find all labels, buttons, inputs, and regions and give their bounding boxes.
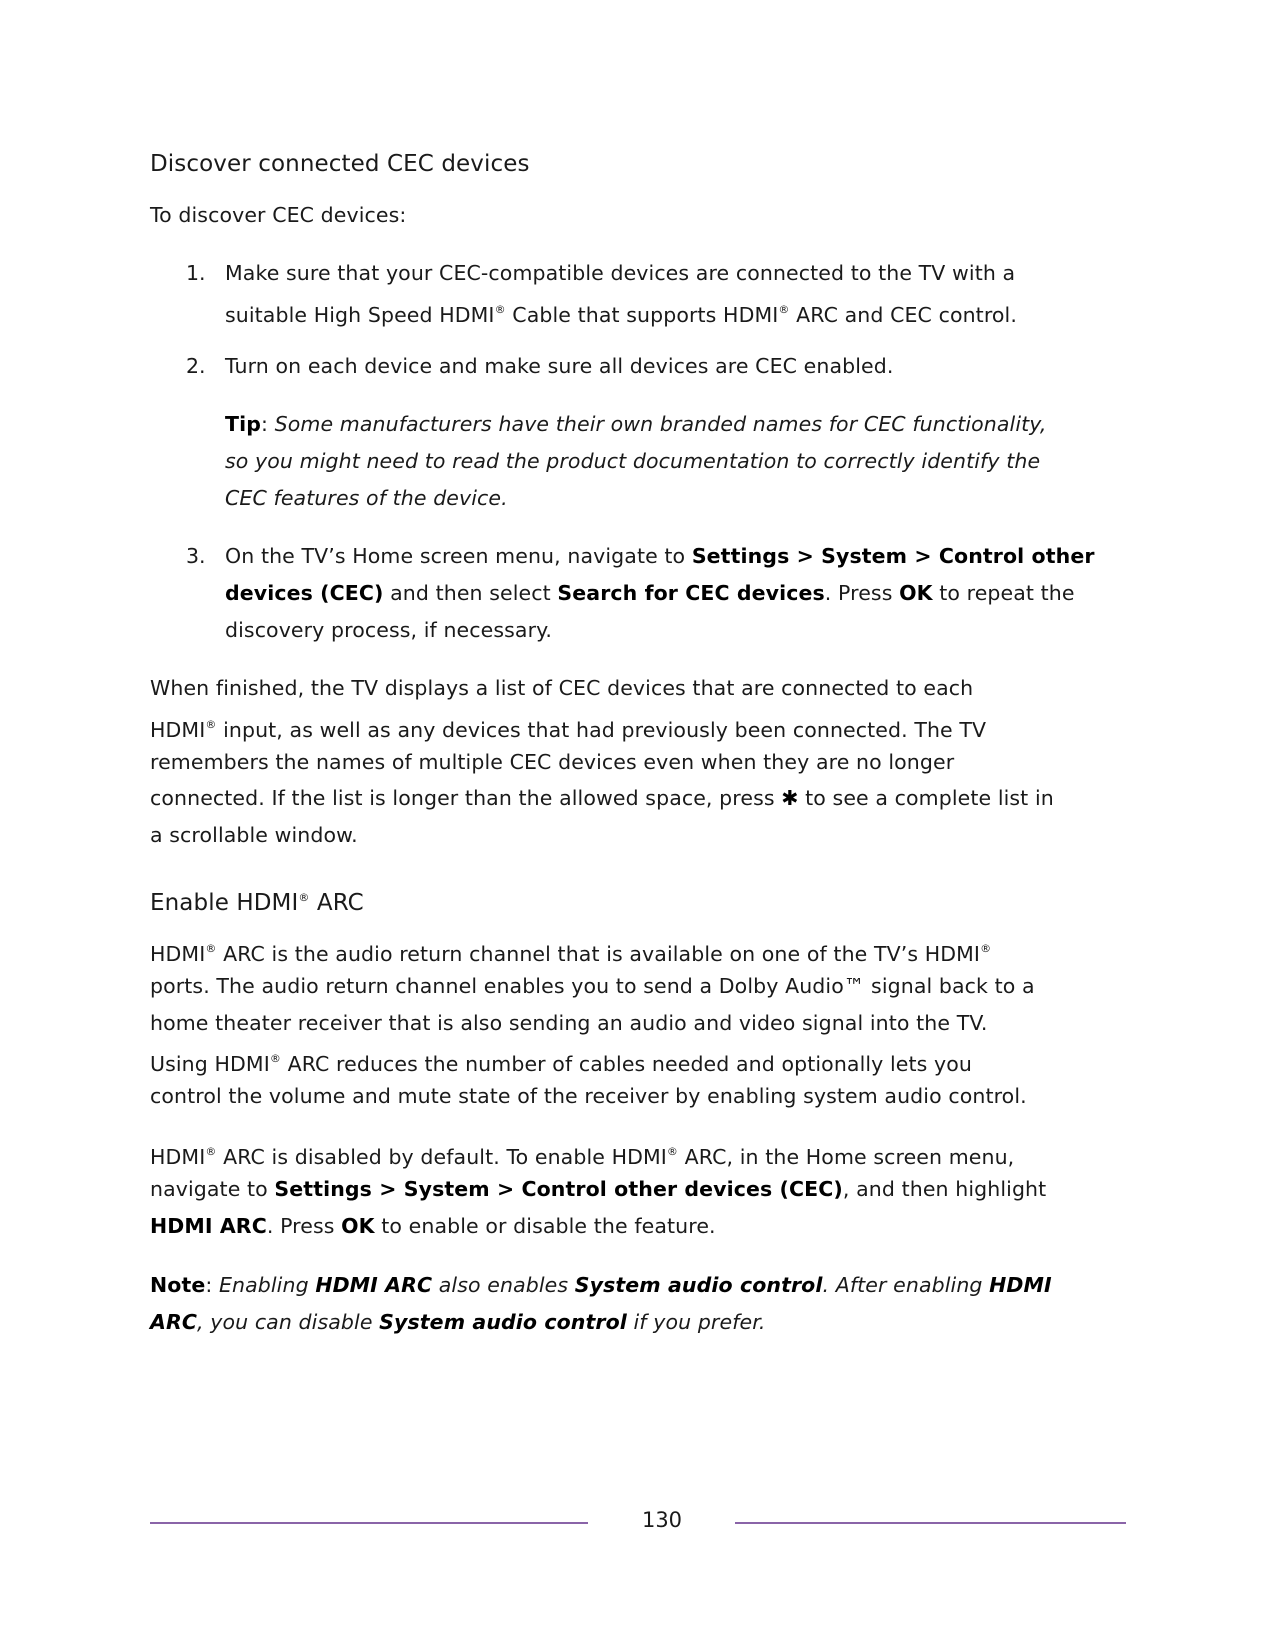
text-line <box>150 817 1054 854</box>
text-line <box>150 1078 1035 1115</box>
text-run: a scrollable window. <box>150 823 358 848</box>
list-number: 3. <box>186 544 206 568</box>
section-heading <box>150 146 530 183</box>
text-run: to repeat the <box>932 580 1075 605</box>
registered-mark: ® <box>494 302 506 316</box>
text-line <box>150 1267 1052 1304</box>
footer-rule-right <box>735 1522 1126 1524</box>
paragraph <box>150 1134 1046 1244</box>
text-line <box>150 1171 1046 1208</box>
text-run: Enabling <box>218 1273 316 1297</box>
text-line <box>225 612 1095 649</box>
text-line <box>150 197 406 234</box>
text-run: ARC reduces the number of cables needed and optionally lets you <box>280 1052 973 1077</box>
text-line <box>225 292 1017 329</box>
text-run: HDMI <box>150 717 206 742</box>
text-run: Some manufacturers have their own branded names for CEC functionality, <box>274 412 1047 436</box>
text-run: ARC is the audio return channel that is available on one of the TV’s HDMI <box>216 942 981 966</box>
text-run: ARC is disabled by default. To enable HDMI <box>216 1145 667 1169</box>
registered-mark: ® <box>269 1052 281 1066</box>
registered-mark: ® <box>205 942 217 955</box>
text-run: suitable High Speed HDMI <box>225 302 495 327</box>
text-run: Turn on each device and make sure all devices are CEC enabled. <box>225 354 894 378</box>
text-run: . Press <box>266 1213 342 1238</box>
paragraph <box>225 406 1047 516</box>
text-run: remembers the names of multiple CEC devices even when they are no longer <box>150 749 955 774</box>
text-line <box>150 1208 1046 1245</box>
text-run: Search for CEC devices <box>557 580 825 605</box>
text-line <box>150 780 1054 817</box>
text-run: : <box>261 412 275 436</box>
text-line <box>225 406 1047 443</box>
text-run: To discover CEC devices: <box>150 203 407 227</box>
text-run: System audio control <box>379 1309 627 1334</box>
footer-rule-left <box>150 1522 588 1524</box>
text-run: : <box>205 1273 219 1297</box>
text-line <box>150 1134 1046 1171</box>
text-run: navigate to <box>150 1176 275 1201</box>
text-line <box>225 575 1095 612</box>
text-run: CEC features of the device. <box>225 485 508 510</box>
text-run: Discover connected CEC devices <box>150 151 530 177</box>
paragraph <box>150 931 1035 1115</box>
text-run: HDMI <box>150 1145 206 1169</box>
text-run: Make sure that your CEC-compatible devices are connected to the TV with a <box>225 261 1016 285</box>
registered-mark: ® <box>205 1145 217 1158</box>
paragraph <box>150 670 1054 854</box>
text-line <box>150 931 1035 968</box>
registered-mark: ® <box>980 942 992 955</box>
text-run: OK <box>899 580 933 605</box>
text-run: HDMI <box>150 942 206 966</box>
text-run: to enable or disable the feature. <box>374 1213 716 1238</box>
text-run: devices (CEC) <box>225 580 384 605</box>
text-run: to see a complete list in <box>798 786 1054 811</box>
list-item <box>225 538 1095 648</box>
list-number: 2. <box>186 354 206 378</box>
text-run: . After enabling <box>822 1273 990 1297</box>
text-line <box>150 1041 1035 1078</box>
text-run: input, as well as any devices that had previously been connected. The TV <box>216 717 987 742</box>
text-line <box>225 538 1095 575</box>
text-run: System audio control <box>574 1273 823 1297</box>
text-run: home theater receiver that is also sending an audio and video signal into the TV. <box>150 1010 988 1035</box>
text-run: and then select <box>383 580 558 605</box>
text-run: Settings > System > Control other devices (CEC) <box>274 1176 843 1201</box>
text-run: Enable HDMI <box>150 890 299 916</box>
text-run: Tip <box>225 412 261 436</box>
page-number: 130 <box>641 1508 683 1532</box>
text-run: ARC and CEC control. <box>789 302 1017 327</box>
text-run: . Press <box>824 580 900 605</box>
section-heading <box>150 880 364 917</box>
text-line <box>225 348 894 385</box>
registered-mark: ® <box>778 302 790 316</box>
text-run: if you prefer. <box>626 1309 766 1334</box>
text-run: connected. If the list is longer than the allowed space, press <box>150 786 782 811</box>
registered-mark: ® <box>298 891 310 904</box>
list-item <box>225 348 894 385</box>
text-run: ports. The audio return channel enables you to send a Dolby Audio™ signal back to a <box>150 973 1035 998</box>
text-run: When finished, the TV displays a list of CEC devices that are connected to each <box>150 676 974 700</box>
text-line <box>225 255 1017 292</box>
text-line <box>150 1304 1052 1341</box>
list-number: 1. <box>186 261 206 285</box>
text-run: Cable that supports HDMI <box>505 302 779 327</box>
text-line <box>150 670 1054 707</box>
text-line <box>150 1005 1035 1042</box>
text-line <box>150 744 1054 781</box>
text-run: HDMI <box>989 1273 1052 1297</box>
text-line <box>150 968 1035 1005</box>
text-run: Note <box>150 1273 206 1297</box>
text-run: Using HDMI <box>150 1052 270 1077</box>
text-run: control the volume and mute state of the receiver by enabling system audio control. <box>150 1084 1027 1109</box>
text-run: HDMI ARC <box>150 1213 267 1238</box>
text-run: discovery process, if necessary. <box>225 617 553 642</box>
text-line <box>150 146 530 183</box>
text-run: ARC <box>150 1309 197 1334</box>
text-run: On the TV’s Home screen menu, navigate to <box>225 544 692 568</box>
star-icon: ✱ <box>781 786 799 811</box>
text-line <box>225 443 1047 480</box>
text-run: Settings > System > Control other <box>691 544 1095 568</box>
text-run: ARC <box>309 890 364 916</box>
text-run: , and then highlight <box>842 1176 1047 1201</box>
text-run: so you might need to read the product documentation to correctly identify the <box>225 448 1041 473</box>
list-item <box>225 255 1017 329</box>
text-run: also enables <box>432 1273 575 1297</box>
text-line <box>150 707 1054 744</box>
registered-mark: ® <box>666 1145 679 1158</box>
paragraph <box>150 197 406 234</box>
text-run: ARC, in the Home screen menu, <box>678 1145 1015 1169</box>
text-run: HDMI ARC <box>315 1273 433 1297</box>
text-run: OK <box>341 1213 375 1238</box>
text-line <box>150 880 364 917</box>
text-line <box>225 480 1047 517</box>
paragraph <box>150 1267 1052 1341</box>
text-run: , you can disable <box>197 1309 380 1334</box>
registered-mark: ® <box>205 717 217 731</box>
